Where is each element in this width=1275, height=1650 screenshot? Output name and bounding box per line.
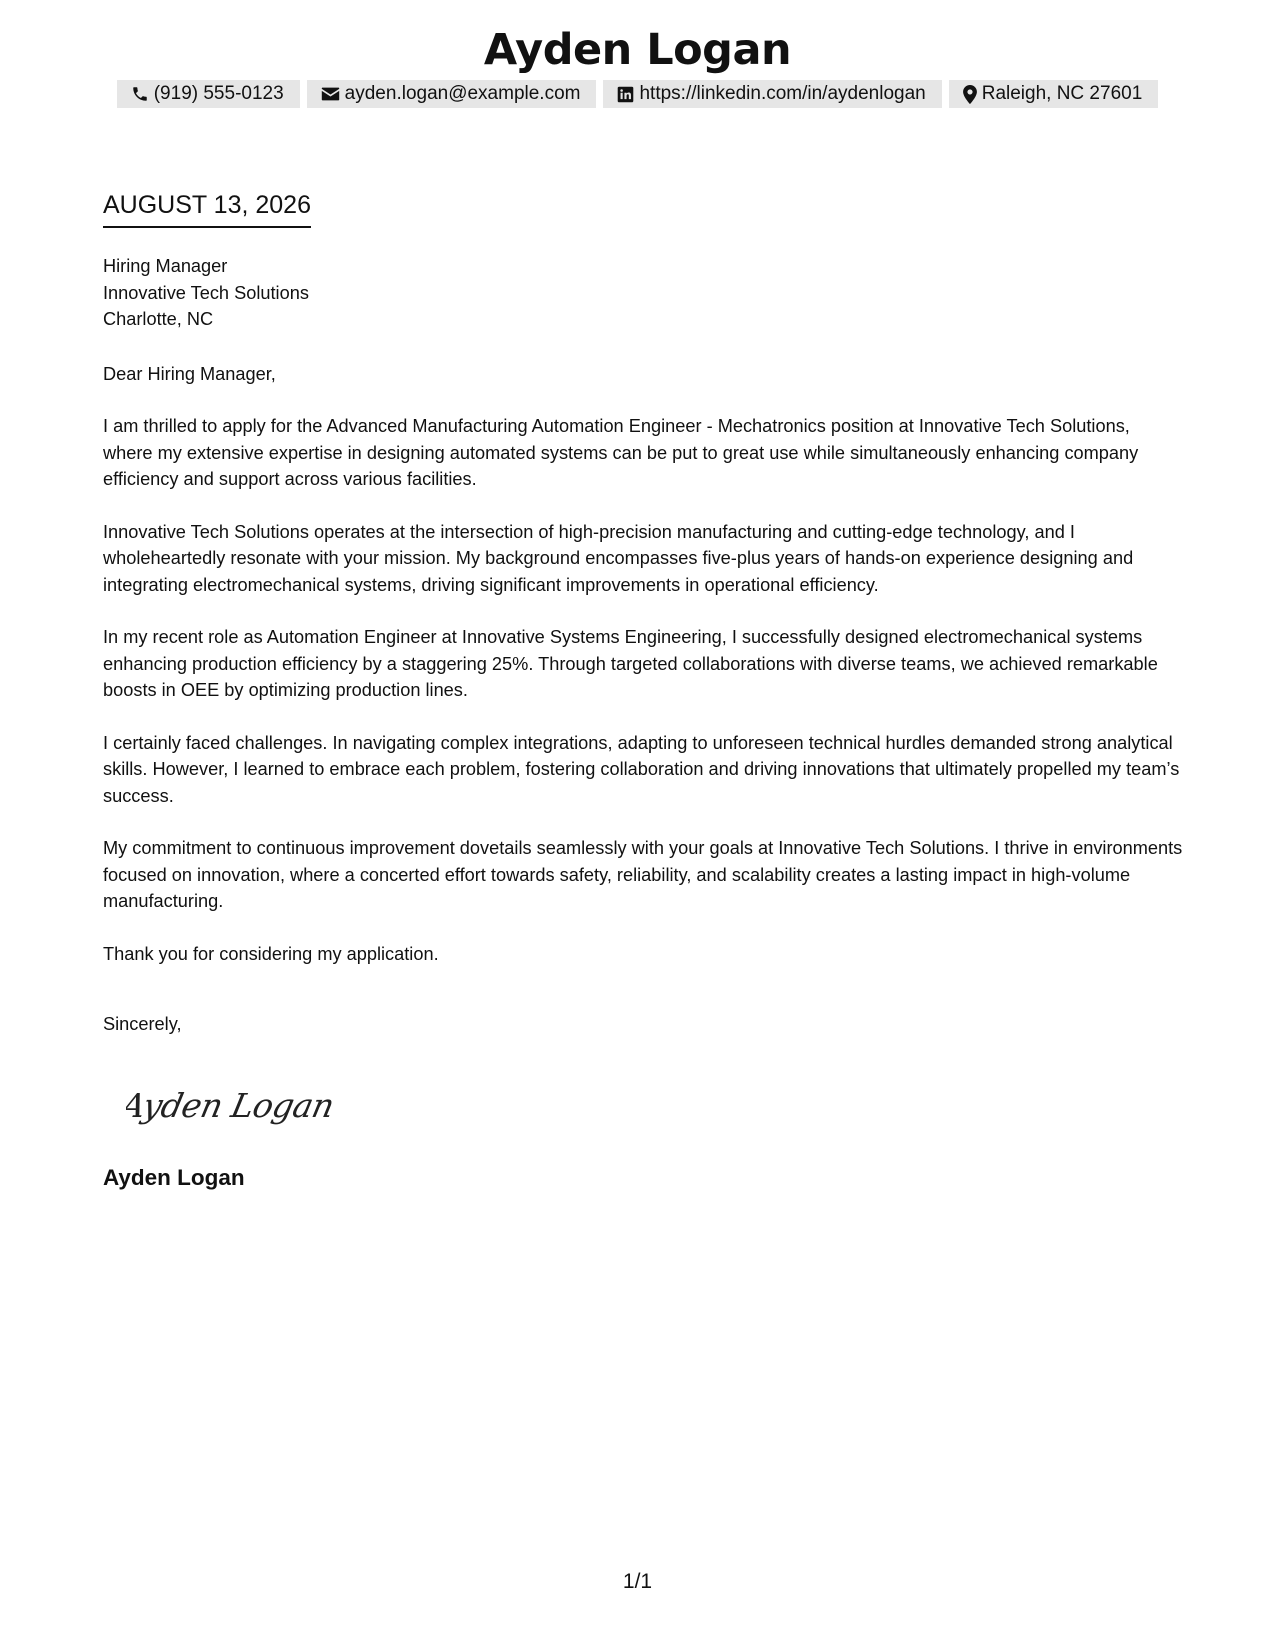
envelope-icon [321,86,340,102]
paragraph-commitment: My commitment to continuous improvement dovetails seamlessly with your goals at Innovative Tech Solutions. I thrive in environments focused on innovation, where a concerted effort towards safety, reliability, and scalability creates a lasting impact in high-volume manufacturing. [103,838,1183,911]
recipient-block [103,253,1183,333]
contact-phone[interactable] [117,80,300,108]
signer-name: Ayden Logan [103,1165,245,1190]
paragraph-intro: I am thrilled to apply for the Advanced Manufacturing Automation Engineer - Mechatronics position at Innovative Tech Solutions, where my extensive expertise in designing automated systems can be put to great use while simultaneously enhancing company efficiency and support across various facilities. [103,416,1139,489]
signature-script: Ayden Logan [126,1086,336,1125]
recipient-location: Charlotte, NC [103,309,214,329]
map-pin-icon [963,85,977,104]
contact-linkedin[interactable] [603,80,941,108]
handwritten-signature [126,1075,336,1135]
contact-email[interactable] [307,80,597,108]
email-text: ayden.logan@example.com [344,83,581,104]
paragraph-thanks: Thank you for considering my application. [103,943,439,964]
phone-text: (919) 555-0123 [153,83,284,104]
salutation: Dear Hiring Manager, [103,363,276,384]
paragraph-challenges: I certainly faced challenges. In navigating complex integrations, adapting to unforeseen technical hurdles demanded strong analytical skills. However, I learned to embrace each problem, fostering collaboration and driving innovations that ultimately propelled my team’s success. [103,732,1180,806]
phone-icon [131,85,149,103]
applicant-name-heading: Ayden Logan [483,25,792,75]
location-text: Raleigh, NC 27601 [981,83,1143,104]
linkedin-text: https://linkedin.com/in/aydenlogan [639,83,926,104]
linkedin-icon [617,86,634,103]
closing: Sincerely, [103,1014,182,1034]
contact-location[interactable] [949,80,1159,108]
paragraph-experience: In my recent role as Automation Engineer at Innovative Systems Engineering, I successfully designed electromechanical systems enhancing production efficiency by a staggering 25%. Through targeted collaborations with diverse teams, we achieved remarkable boosts in OEE by optimizing production lines. [103,627,1158,700]
paragraph-mission: Innovative Tech Solutions operates at the intersection of high-precision manufacturing and cutting-edge technology, and I wholeheartedly resonate with your mission. My background encompasses five-plus years of hands-on experience designing and integrating electromechanical systems, driving significant improvements in operational efficiency. [103,521,1134,595]
page-number: 1/1 [622,1570,653,1593]
letter-date: AUGUST 13, 2026 [103,191,311,228]
recipient-company: Innovative Tech Solutions [103,282,309,303]
letter-body [103,253,1183,1038]
recipient-title: Hiring Manager [103,256,228,276]
contact-bar [0,80,1275,108]
